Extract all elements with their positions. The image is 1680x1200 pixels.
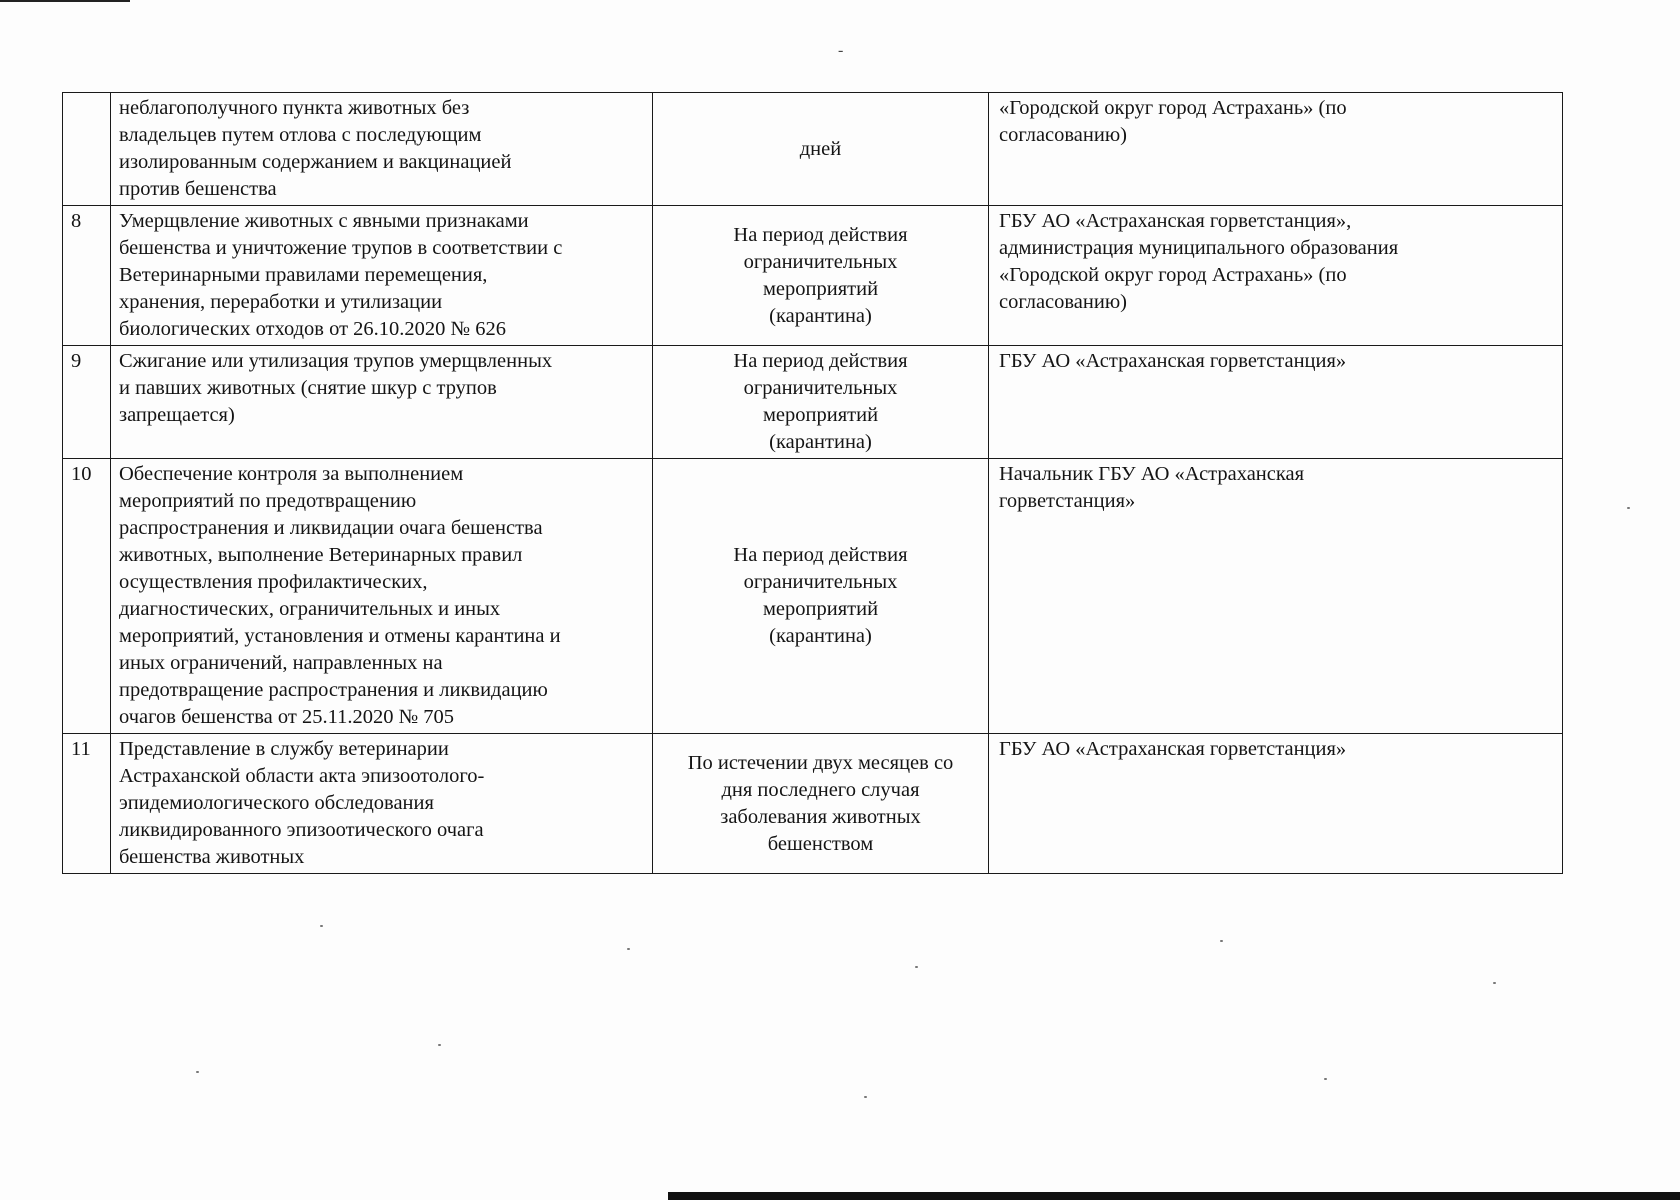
table-row-8 (63, 206, 1563, 346)
scan-speck (1493, 982, 1496, 984)
action-cell (111, 206, 653, 346)
action-text: неблагополучного пункта животных без владельцев путем отлова с последующим изолированным содержанием и вакцинацией против бешенства (119, 97, 512, 200)
responsible-cell (989, 734, 1563, 874)
table-row-11 (63, 734, 1563, 874)
term-cell (653, 93, 989, 206)
responsible-cell (989, 346, 1563, 459)
action-text: Представление в службу ветеринарии Астраханской области акта эпизоотолого- эпидемиологического обследования ликвидированного эпизоотического очага бешенства животных (119, 738, 485, 868)
scan-speck (320, 925, 323, 927)
term-text: На период действия ограничительных мероприятий (карантина) (733, 544, 908, 647)
table-row-continued (63, 93, 1563, 206)
action-cell (111, 93, 653, 206)
scan-speck (1627, 507, 1630, 509)
responsible-text: Начальник ГБУ АО «Астраханская горветстанция» (999, 463, 1305, 512)
action-text: Обеспечение контроля за выполнением мероприятий по предотвращению распространения и ликвидации очага бешенства животных, выполнение Ветеринарных правил осуществления профилактических, диагностических, ограничительных и иных мероприятий, установления и отмены карантина и иных ограничений, направленных на предотвращение распространения и ликвидацию очагов бешенства от 25.11.2020 № 705 (119, 463, 561, 728)
term-text: На период действия ограничительных мероприятий (карантина) (733, 350, 908, 453)
responsible-cell (989, 459, 1563, 734)
row-number: 9 (63, 346, 111, 459)
page-header-mark: - (838, 42, 844, 59)
scan-speck (627, 948, 630, 950)
scan-speck (915, 966, 918, 968)
term-cell (653, 346, 989, 459)
term-cell (653, 206, 989, 346)
row-number (63, 93, 111, 206)
row-number: 11 (63, 734, 111, 874)
row-number: 10 (63, 459, 111, 734)
scan-speck (1220, 940, 1223, 942)
scan-speck (1324, 1078, 1327, 1080)
scan-speck (438, 1044, 441, 1046)
responsible-cell (989, 93, 1563, 206)
table-row-9 (63, 346, 1563, 459)
table-row-10 (63, 459, 1563, 734)
responsible-cell (989, 206, 1563, 346)
responsible-text: ГБУ АО «Астраханская горветстанция» (999, 350, 1347, 372)
action-cell (111, 459, 653, 734)
action-cell (111, 346, 653, 459)
responsible-text: «Городской округ город Астрахань» (по согласованию) (999, 97, 1347, 146)
scan-top-edge (0, 0, 130, 2)
scan-bottom-edge (668, 1192, 1680, 1200)
term-text: По истечении двух месяцев со дня последнего случая заболевания животных бешенством (687, 751, 954, 855)
term-cell (653, 734, 989, 874)
row-number: 8 (63, 206, 111, 346)
scan-speck (196, 1071, 199, 1073)
action-text: Сжигание или утилизация трупов умерщвленных и павших животных (снятие шкур с трупов запрещается) (119, 350, 553, 426)
action-cell (111, 734, 653, 874)
term-cell (653, 459, 989, 734)
action-text: Умерщвление животных с явными признаками бешенства и уничтожение трупов в соответствии с Ветеринарными правилами перемещения, хранения, переработки и утилизации биологических отходов от 26.10.2020 № 626 (119, 210, 563, 340)
term-text: дней (799, 137, 842, 160)
measures-table (62, 92, 1563, 874)
term-text: На период действия ограничительных мероприятий (карантина) (733, 223, 908, 327)
responsible-text: ГБУ АО «Астраханская горветстанция», администрация муниципального образования «Городской округ город Астрахань» (по согласованию) (999, 210, 1399, 313)
scan-speck (864, 1096, 867, 1098)
responsible-text: ГБУ АО «Астраханская горветстанция» (999, 738, 1347, 760)
